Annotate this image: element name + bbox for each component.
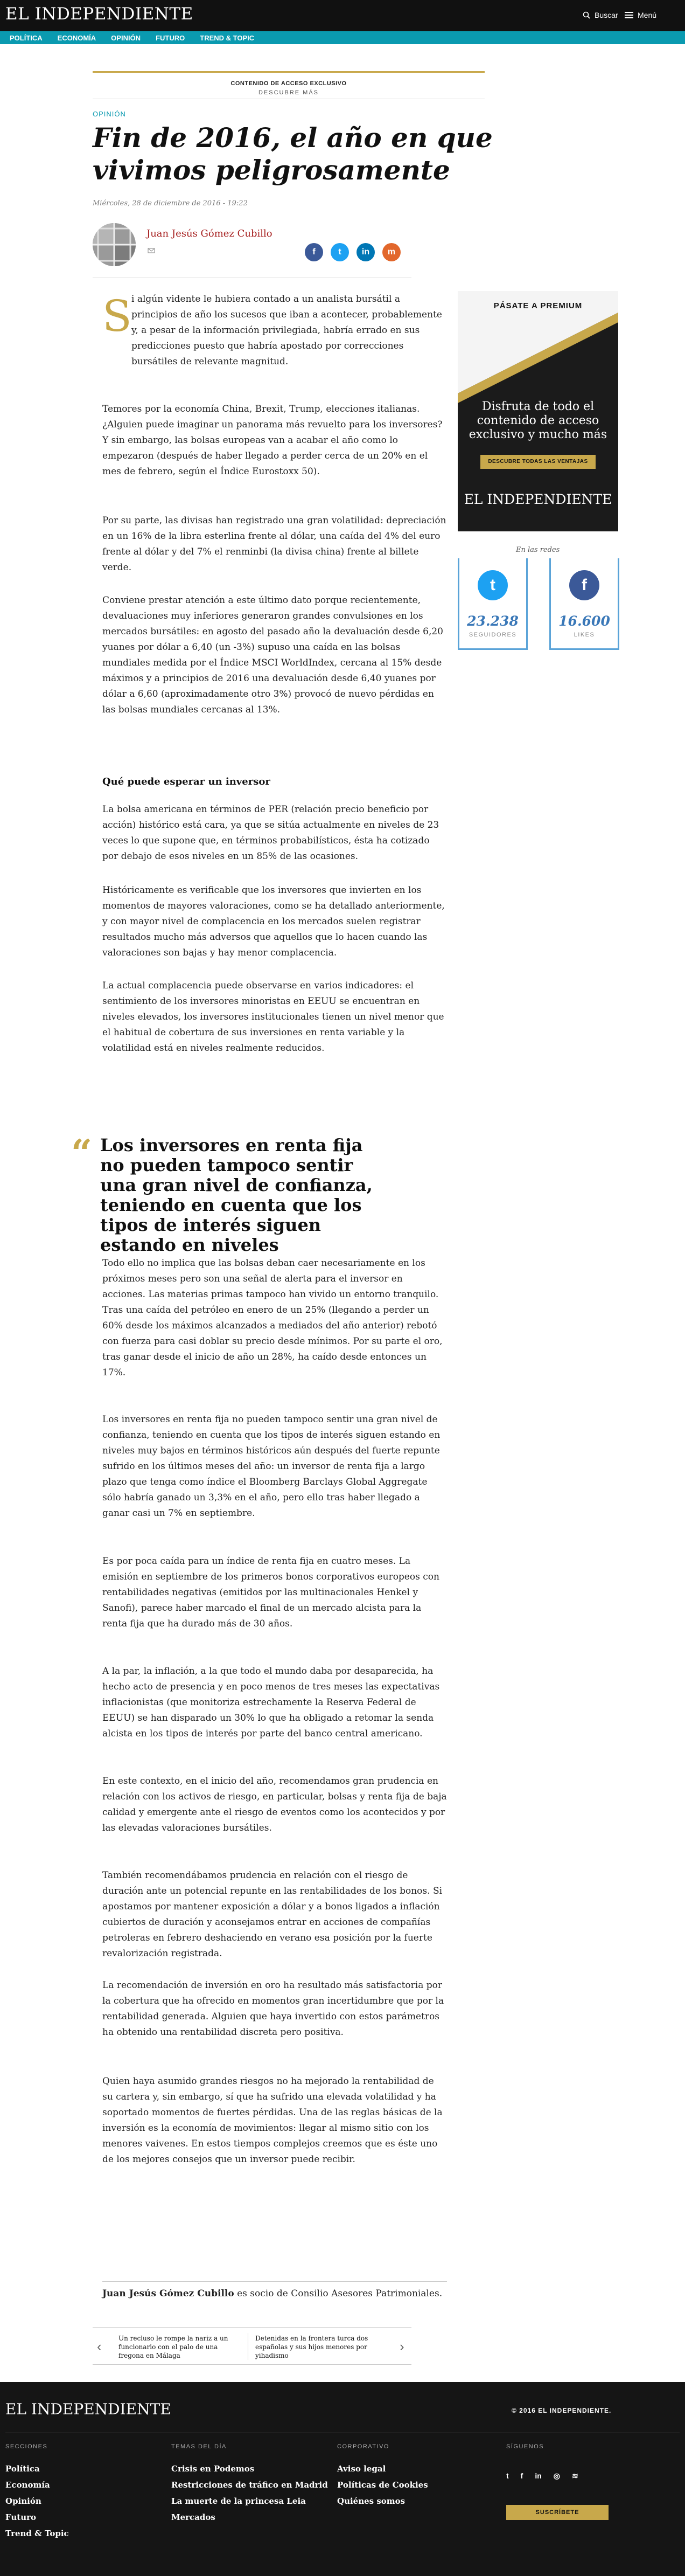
paragraph-8: Todo ello no implica que las bolsas deban caer necesariamente en los próximos meses pero son una señal de alerta para el inversor en acciones. Las materias primas tampoco han vivido un entorno tranquilo. Tras una caída del petróleo en enero de un 25% (llegando a perder un 60% desde los máximos alcanzados a mediados del año anterior) rebotó con fuerza para casi doblar su precio desde mínimos. Por su parte el oro, tras ganar desde el inicio de año un 28%, ha caído desde entonces un 17%. [102, 1258, 443, 1378]
search-icon [583, 11, 590, 19]
footer-link[interactable]: La muerte de la princesa Leia [171, 2496, 306, 2506]
premium-ad[interactable] [458, 291, 618, 531]
paragraph-14: La recomendación de inversión en oro ha resultado más satisfactoria por la cobertura que ha ofrecido en momentos gran incertidumbre que por la rentabilidad generada. Alguien que haya invertido con estos parámetros ha obtenido una rentabilidad discreta pero positiva. [102, 1980, 444, 2038]
facebook-icon[interactable]: f [520, 2471, 523, 2480]
subscribe-button[interactable]: SUSCRÍBETE [506, 2505, 609, 2520]
email-icon[interactable] [148, 247, 155, 254]
site-logo[interactable]: EL INDEPENDIENTE [5, 4, 193, 24]
footer-copyright: © 2016 EL INDEPENDIENTE. [512, 2407, 612, 2414]
footer-heading: SÍGUENOS [506, 2443, 544, 2450]
nav-opinion[interactable]: OPINIÓN [111, 33, 141, 42]
footer-col-topics [171, 2443, 328, 2529]
facebook-count: 16.600 [558, 613, 610, 629]
ad-cta-button[interactable]: DESCUBRE TODAS LAS VENTAJAS [480, 455, 596, 469]
footer-link[interactable]: Futuro [5, 2512, 37, 2522]
article-title: Fin de 2016, el año en que vivimos peligrosamente [93, 122, 493, 186]
discover-more-link[interactable]: DESCUBRE MÁS [258, 89, 319, 96]
facebook-label: LIKES [574, 632, 595, 638]
twitter-icon: t [478, 570, 508, 600]
footer-col-sections [5, 2443, 69, 2545]
nav-futuro[interactable]: FUTURO [156, 33, 185, 42]
footer-link[interactable]: Mercados [171, 2512, 215, 2522]
footer-col-corporate [337, 2443, 428, 2512]
related-next-link[interactable]: Detenidas en la frontera turca dos españolas y sus hijos menores por yihadismo [255, 2335, 368, 2359]
main-nav [0, 31, 685, 44]
share-buttons [305, 243, 401, 261]
facebook-icon: f [569, 570, 599, 600]
paragraph-4: Conviene prestar atención a este último dato porque recientemente, devaluaciones muy inferiores generaron grandes convulsiones en los mercados bursátiles: en agosto del pasado año la devaluación desde 6,20 yuanes por dólar a 6,40 (un -3%) supuso una caída en las bolsas mundiales medida por el Índice MSCI WorldIndex, cercana al 15% desde máximos y a principios de 2016 una devaluación desde 6,40 yuanes por dólar a 6,60 (aproximadamente otro 3%) provocó de nuevo pérdidas en las bolsas mundiales cercanas al 13%. [102, 595, 444, 715]
twitter-count: 23.238 [467, 613, 519, 629]
nav-trend-topic[interactable]: TREND & TOPIC [200, 33, 255, 42]
paragraph-2: Temores por la economía China, Brexit, Trump, elecciones italianas. ¿Alguien puede imaginar un panorama más revuelto para los inversores? Y sin embargo, las bolsas europeas van a acabar el año como lo empezaron (después de haber llegado a perder cerca de un 20% en el mes de febrero, según el Índice Eurostoxx 50). [102, 404, 443, 477]
facebook-likes-box[interactable] [549, 558, 619, 650]
section-tag[interactable]: OPINIÓN [93, 110, 126, 118]
quote-icon: “ [71, 1132, 93, 1175]
linkedin-share-icon[interactable]: in [357, 243, 375, 261]
twitter-followers-box[interactable] [458, 558, 528, 650]
footer-link[interactable]: Economía [5, 2480, 50, 2490]
paragraph-13: También recomendábamos prudencia en relación con el riesgo de duración ante un potencial repunte en las rentabilidades de los bonos. Si apostamos por mantener exposición a dólar y a bonos ligados a inflación cubiertos de duración y aconsejamos entrar en acciones de compañías petroleras en febrero deshaciendo en verano esa posición por la fuerte revalorización registrada. [102, 1870, 443, 1959]
footer-heading: CORPORATIVO [337, 2443, 389, 2450]
footer-link[interactable]: Quiénes somos [337, 2496, 406, 2506]
paragraph-5: La bolsa americana en términos de PER (relación precio beneficio por acción) histórico está cara, ya que se sitúa actualmente en niveles de 23 veces lo que supone que, en términos probabilísticos, ésta ha cotizado por debajo de esos niveles en un 85% de las ocasiones. [102, 804, 439, 862]
footer-link[interactable]: Aviso legal [337, 2464, 386, 2474]
signature-name: Juan Jesús Gómez Cubillo [102, 2288, 234, 2299]
chevron-right-icon[interactable]: › [400, 2338, 404, 2355]
paragraph-3: Por su parte, las divisas han registrado una gran volatilidad: depreciación en un 16% de la libra esterlina frente al dólar, una caída del 4% del euro frente al dólar y del 7% el renminbi (la divisa china) frente al billete verde. [102, 515, 446, 573]
article-date: Miércoles, 28 de diciembre de 2016 - 19:22 [93, 199, 248, 207]
twitter-share-icon[interactable]: t [331, 243, 349, 261]
top-header [0, 0, 685, 31]
twitter-icon[interactable]: t [506, 2471, 509, 2480]
search-button[interactable] [583, 11, 618, 19]
footer-link[interactable]: Opinión [5, 2496, 41, 2506]
signature-text: es socio de Consilio Asesores Patrimoniales. [234, 2288, 443, 2299]
site-footer [0, 2382, 685, 2576]
footer-col-follow [506, 2443, 544, 2464]
paragraph-9: Los inversores en renta fija no pueden tampoco sentir una gran nivel de confianza, teniendo en cuenta que los tipos de interés siguen estando en niveles muy bajos en términos históricos aún después del fuerte repunte sufrido en los últimos meses del año: un inversor de renta fija a largo plazo que tenga como índice el Bloomberg Barclays Global Aggregate sólo habría ganado un 3,3% en el año, pero ello tras haber llegado a ganar casi un 7% en septiembre. [102, 1414, 441, 1519]
ad-text: Disfruta de todo el contenido de acceso exclusivo y mucho más [469, 400, 607, 441]
ad-logo: EL INDEPENDIENTE [464, 491, 612, 507]
paragraph-10: Es por poca caída para un índice de renta fija en cuatro meses. La emisión en septiembre de los primeros bonos corporativos europeos con rentabilidades negativas (emitidos por las multinacionales Henkel y Sanofi), parece haber marcado el final de un mercado alcista para la renta fija que ha durado más de 30 años. [102, 1556, 439, 1629]
twitter-label: SEGUIDORES [469, 632, 517, 638]
footer-link[interactable]: Crisis en Podemos [171, 2464, 255, 2474]
footer-logo[interactable]: EL INDEPENDIENTE [5, 2400, 171, 2418]
footer-link[interactable]: Política [5, 2464, 40, 2474]
paragraph-7: La actual complacencia puede observarse en varios indicadores: el sentimiento de los inversores minoristas en EEUU se encuentran en niveles elevados, los inversores institucionales tienen un nivel menor que el habitual de cobertura de sus inversiones en renta variable y la volatilidad está en niveles realmente reducidos. [102, 980, 444, 1054]
author-photo-image [93, 223, 136, 266]
pull-quote: Los inversores en renta fija no pueden tampoco sentir una gran nivel de confianza, teniendo en cuenta que los tipos de interés siguen estando en niveles [100, 1135, 373, 1255]
menu-button[interactable] [625, 11, 656, 19]
drop-cap: S [102, 291, 132, 341]
nav-politica[interactable]: POLÍTICA [10, 33, 43, 42]
related-prev-link[interactable]: Un recluso le rompe la nariz a un funcionario con el palo de una fregona en Málaga [118, 2335, 228, 2359]
footer-heading: SECCIONES [5, 2443, 48, 2450]
nav-economia[interactable]: ECONOMÍA [57, 33, 96, 42]
search-label: Buscar [595, 11, 618, 19]
footer-link[interactable]: Trend & Topic [5, 2529, 69, 2538]
chevron-left-icon[interactable]: ‹ [97, 2338, 102, 2355]
exclusive-label: CONTENIDO DE ACCESO EXCLUSIVO [230, 80, 347, 87]
paragraph-6: Históricamente es verificable que los inversores que invierten en los momentos de mayores valoraciones, como se ha detallado anteriormente, y con mayor nivel de complacencia en los mercados suelen registrar resultados mucho más adversos que aquellos que lo hacen cuando las valoraciones son bajas y hay menor complacencia. [102, 885, 445, 958]
related-articles [93, 2327, 411, 2365]
facebook-share-icon[interactable]: f [305, 243, 323, 261]
rss-icon[interactable]: ≋ [572, 2471, 578, 2480]
linkedin-icon[interactable]: in [535, 2471, 542, 2480]
instagram-icon[interactable]: ◎ [553, 2471, 561, 2480]
menu-label: Menú [638, 11, 657, 19]
hamburger-icon [625, 12, 633, 18]
meneame-share-icon[interactable]: m [382, 243, 401, 261]
article-subhead: Qué puede esperar un inversor [102, 776, 270, 787]
ad-title: PÁSATE A PREMIUM [493, 301, 583, 310]
paragraph-11: A la par, la inflación, a la que todo el mundo daba por desaparecida, ha hecho acto de presencia y en poco menos de tres meses las expectativas inflacionistas (que monitoriza estrechamente la Reserva Federal de EEUU) se han disparado un 30% lo que ha obligado a retomar la senda alcista en los tipos de interés por parte del banco central americano. [102, 1666, 440, 1739]
paragraph-12: En este contexto, en el inicio del año, recomendamos gran prudencia en relación con los activos de riesgo, en particular, bolsas y renta fija de baja calidad y emergente ante el riesgo de eventos como los acontecidos y por las elevadas valoraciones bursátiles. [102, 1776, 447, 1833]
author-signature [102, 2281, 447, 2302]
paragraph-15: Quien haya asumido grandes riesgos no ha mejorado la rentabilidad de su cartera y, sin embargo, sí que ha sufrido una elevada volatilidad y ha soportado momentos de fuertes pérdidas. Una de las reglas básicas de la inversión es la economía de movimientos: llegar al mismo sitio con los menores vaivenes. En estos tiempos complejos creemos que es éste uno de los mejores consejos que un inversor puede recibir. [102, 2076, 443, 2165]
author-avatar[interactable] [93, 223, 136, 266]
author-name-link[interactable]: Juan Jesús Gómez Cubillo [146, 228, 272, 239]
paragraph-1: i algún vidente le hubiera contado a un analista bursátil a principios de año los sucesos que iban a acontecer, probablemente y, a pesar de la información privilegiada, habría errado en sus predicciones puesto que habría apostado por correcciones bursátiles de relevante magnitud. [131, 294, 442, 367]
exclusive-banner[interactable] [93, 71, 485, 99]
footer-link[interactable]: Políticas de Cookies [337, 2480, 428, 2490]
footer-social-icons [506, 2471, 578, 2481]
social-title: En las redes [516, 546, 560, 554]
footer-heading: TEMAS DEL DÍA [171, 2443, 227, 2450]
footer-link[interactable]: Restricciones de tráfico en Madrid [171, 2480, 328, 2490]
